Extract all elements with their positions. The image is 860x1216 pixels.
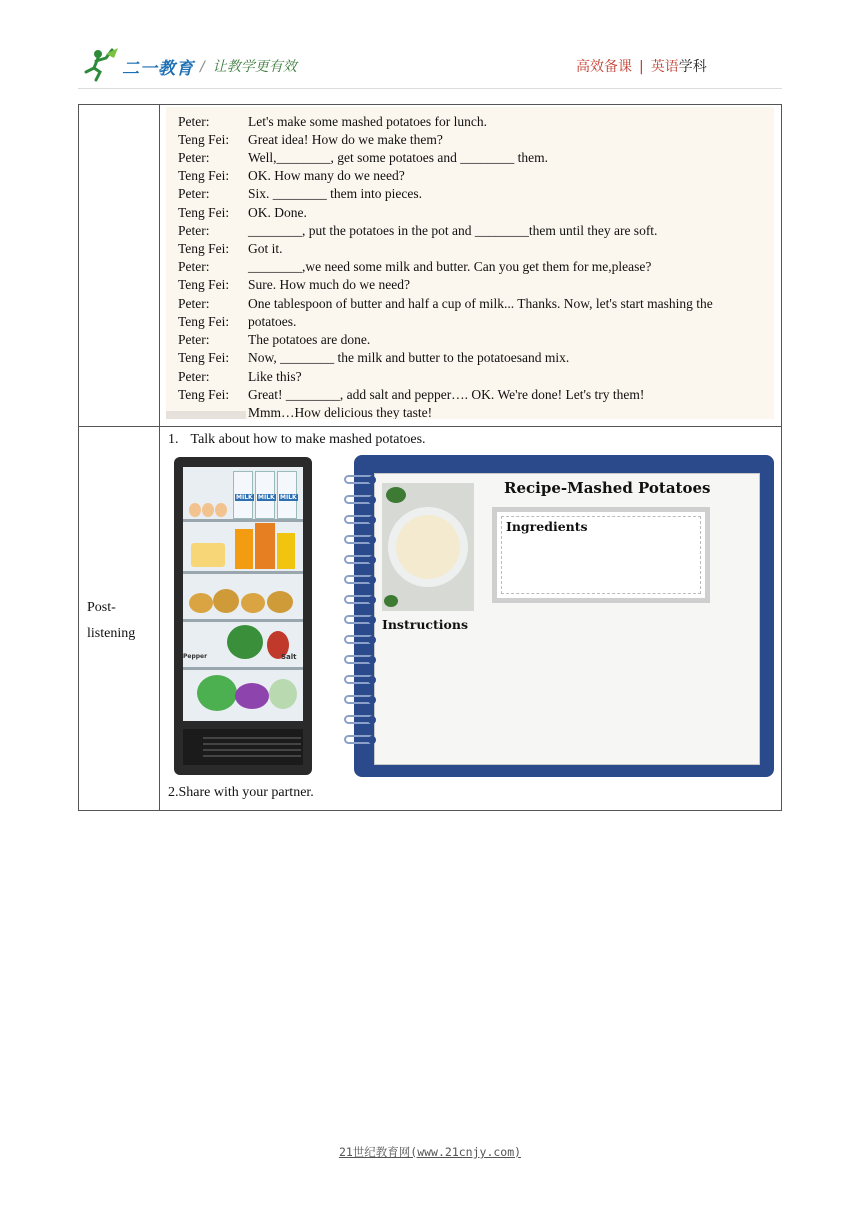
logo [84,46,194,82]
dialogue-cell [159,104,782,427]
dialogue-box: Peter: Let's make some mashed potatoes for lunch. Teng Fei: Great idea! How do we make them? Peter: Well,________, get some potatoes and ________ them. Teng Fei: OK. How many do we need? Peter: Six. ________ them into pieces. Teng Fei: OK. Done. Peter: ________, put the potatoes in the pot and ________them until they are soft. Teng Fei: Got it. Peter: ________,we need some milk and butter. Can you get them for me,please? Teng Fei: Sure. How much do we need? Peter: One tablespoon of butter and half a cup of milk... Thanks. Now, let's start mashing the Teng Fei: potatoes. Peter: The potatoes are done. Teng Fei: Now, ________ the milk and butter to the potatoesand mix. Peter: Like this? Teng Fei: Great! ________, add salt and pepper…. OK. We're done! Let's try them! Mmm…How delicious they taste! [166,107,774,419]
stage-cell [78,426,160,811]
task-1: 1. Talk about how to make mashed potatoes. [168,432,426,447]
ingredients-label: Ingredients [506,519,588,534]
logo-text: 二一教育 [122,59,194,79]
task-2: 2.Share with your partner. [168,785,314,800]
footer-link[interactable]: 21世纪教育网(www.21cnjy.com) [338,1145,522,1159]
dialogue-fade [166,411,246,419]
stage-label: Post- listening [87,600,136,641]
page-header [0,0,860,100]
lesson-table [78,104,782,811]
mashed-potatoes-photo [382,483,474,611]
header-divider [78,88,782,89]
activity-cell [159,426,782,811]
stage-cell-empty [78,104,160,427]
slogan: / 让教学更有效 [200,59,297,75]
fridge-image: MILK MILK MILK Pepper Salt [174,457,312,775]
header-subject: 高效备课 | 英语学科 [576,59,707,75]
runner-logo-icon [84,46,124,82]
instructions-label: Instructions [382,617,469,632]
recipe-title: Recipe-Mashed Potatoes [504,479,711,497]
recipe-illustration [168,455,776,777]
